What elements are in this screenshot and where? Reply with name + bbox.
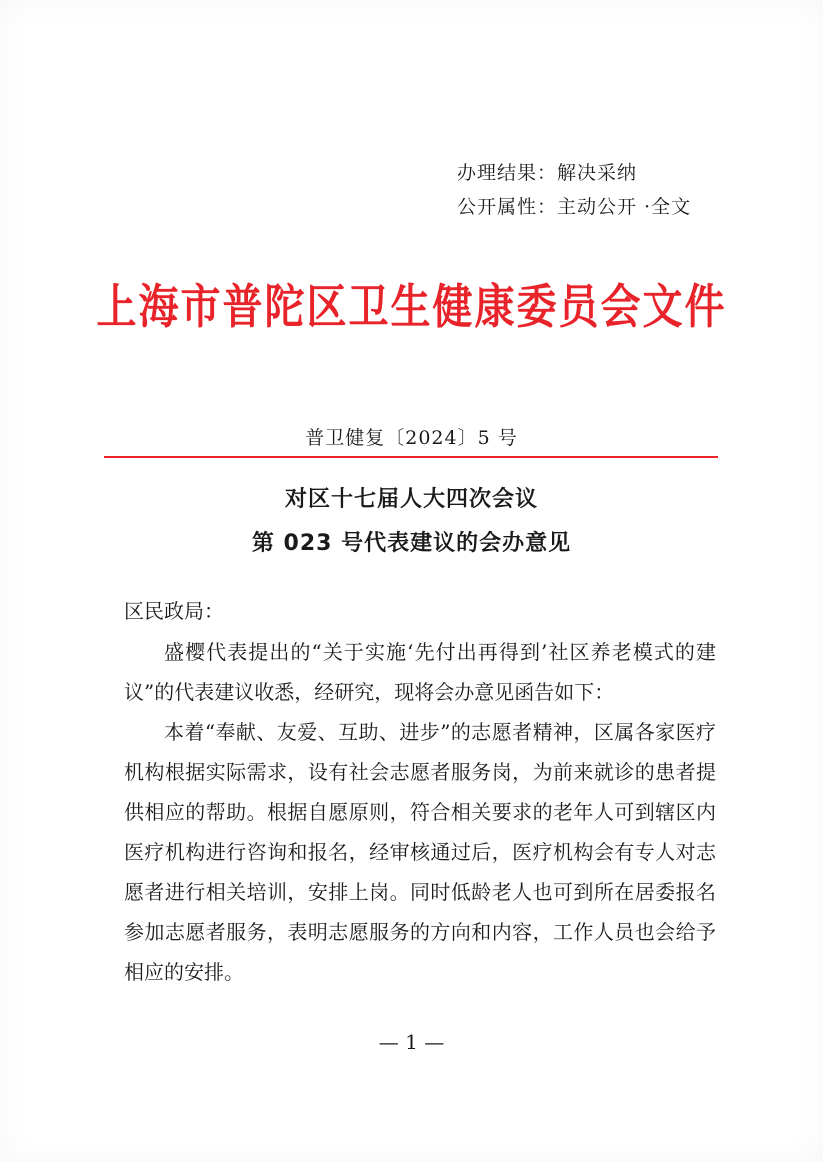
title-line-2: 第 023 号代表建议的会办意见 <box>251 531 572 556</box>
document-meta <box>457 156 691 224</box>
handling-result: 办理结果：解决采纳 <box>457 162 638 184</box>
body-text <box>124 632 716 992</box>
disclosure-attribute: 公开属性：主动公开 ·全文 <box>457 196 692 218</box>
document-title <box>0 478 823 566</box>
body-paragraph-2: 本着“奉献、友爱、互助、进步”的志愿者精神，区属各家医疗机构根据实际需求，设有社会志愿者服务岗，为前来就诊的患者提供相应的帮助。根据自愿原则，符合相关要求的老年人可到辖区内医疗机构进行咨询和报名，经审核通过后，医疗机构会有专人对志愿者进行相关培训，安排上岗。同时低龄老人也可到所在居委报名参加志愿者服务，表明志愿服务的方向和内容，工作人员也会给予相应的安排。 <box>124 720 716 984</box>
title-line-1: 对区十七届人大四次会议 <box>284 487 538 512</box>
agency-header-title: 上海市普陀区卫生健康委员会文件 <box>96 280 727 335</box>
red-separator-line <box>104 456 718 458</box>
page-number: — 1 — <box>378 1030 445 1054</box>
addressee: 区民政局： <box>124 599 224 623</box>
document-number: 普卫健复〔2024〕5 号 <box>305 427 518 449</box>
body-paragraph-1: 盛樱代表提出的“关于实施‘先付出再得到’社区养老模式的建议”的代表建议收悉，经研究，现将会办意见函告如下： <box>124 640 716 704</box>
